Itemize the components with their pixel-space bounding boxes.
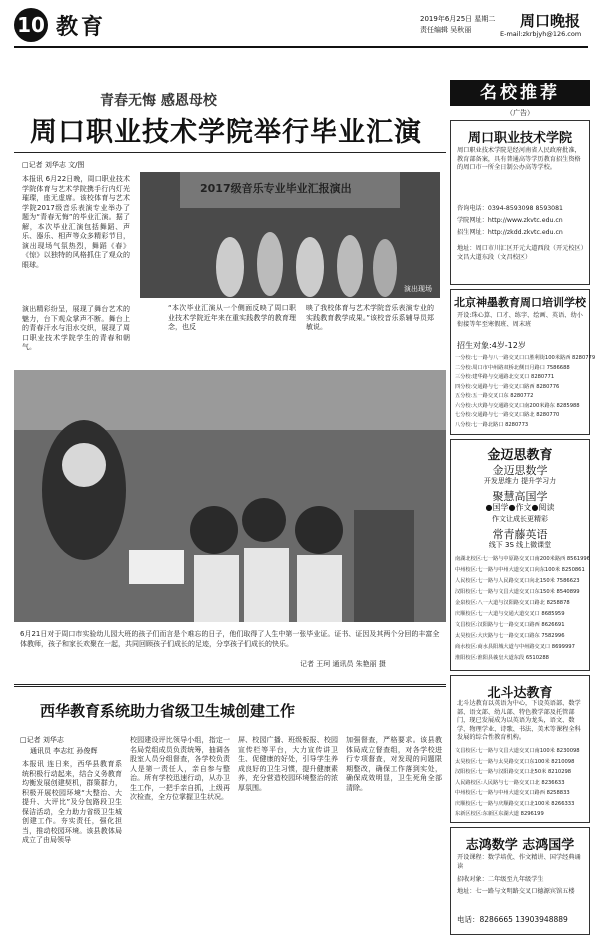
article1-byline: □记者 刘华志 文/图 (22, 161, 85, 169)
sidebar (450, 52, 596, 924)
article2-col1: 本报讯 连日来，西华县教育系统积极行动起来，结合义务教育均衡发展创建契机，群策群力，积极开展校园环境“大整治、大提升、大评比”及分包路段卫生保洁活动，全力助力省级卫生城创建工作。夯实责任，强化担当，推动校园环境。该县教体局成立了由局领导 (22, 760, 122, 844)
branch-item: 东新区校区:东新区东湖大道 8296199 (455, 811, 544, 817)
article2-col3: 屏、校园广播、班级板报、校园宣传栏等平台，大力宣传讲卫生、促健康的好处，引导学生养成良好的卫生习惯，提升健康素养，充分营造校园环境整治的浓厚氛围。 (238, 736, 338, 792)
branch-item: 淮阳校区:淮阳县羲皇大道东段 6510288 (455, 655, 549, 661)
ad1-title: 周口职业技术学院 (467, 131, 572, 146)
branch-item: 文昌校区:七一路与文昌大道交叉口南100米 8230098 (455, 748, 580, 754)
article1-col2: “本次毕业汇演从一个侧面反映了周口职业技术学院近年来在重实践教学的教育理念，也反 (168, 304, 296, 331)
branch-item: 太昊校区:七一路与太昊路交叉口东100米 8210098 (455, 758, 575, 765)
article2-headline: 西华教育系统助力省级卫生城创建工作 (40, 702, 296, 720)
ad3-line6: 常青藤英语 (492, 528, 548, 541)
branch-item: 一分校:七一路与八一路交叉口口胜利街100米路西 8280779 (455, 355, 596, 361)
section-title: 教育 (56, 14, 107, 40)
branch-item: 人民路校区:人民路与七一路交叉口北 8236633 (455, 779, 565, 786)
branch-item: 汉阳校区:七一路与文昌大道交叉口东150米 8540899 (455, 589, 580, 595)
ad4-title: 北斗达教育 (487, 686, 553, 701)
ad3-line3: 聚慧高国学 (492, 490, 548, 503)
page-number: 10 (17, 13, 45, 37)
editors: 责任编辑 吴秋丽 (420, 26, 472, 34)
ad3-branch-list (455, 554, 590, 664)
ad4-body: 北斗达教育以英语为中心，下设英语部、数学部、语文部、幼儿部、特色教学部及托管部门，现已发展成为以英语为龙头，语文、数学、物理学业、诗歌、书法、美术等课程全科发展的综合性教育机构。 (457, 700, 581, 742)
ad5-phone: 电话：8286665 13903948889 (457, 915, 568, 924)
page-number-badge (14, 8, 48, 42)
ad2-ages: 招生对象:4岁-12岁 (457, 341, 526, 350)
article2-byline2: 通讯员 李志红 孙俊辉 (30, 747, 98, 755)
ad1-body: 周口职业技术学院是经河南省人民政府批准，教育部备案，具有普通高等学历教育招生资格的周口市一所全日制公办高等学校。 (457, 147, 581, 172)
photo2-caption: 6月21日对于周口市实验幼儿园大班的孩子们而言是个难忘的日子，他们取得了人生中第一张毕业证。证书、证因及其两个分回的丰富全体教师，孩子和家长欢聚在一起，共同回顾孩子们成长的足迹，分享孩子们成长的快乐。 (20, 630, 440, 648)
branch-item: 四分校:交通路与七一路交叉口路西 8280776 (455, 383, 560, 390)
stage-banner: 2017级音乐专业毕业汇报演出 (200, 182, 352, 195)
photo2-credit: 记者 王珂 通讯员 朱艳丽 摄 (300, 660, 386, 668)
ad1-phone: 咨询电话：0394-8593098 8593081 (457, 205, 563, 212)
paper-name: 周口晚报 (520, 12, 581, 30)
stage-photo (140, 172, 440, 298)
header-rule (14, 46, 588, 48)
ad2-body: 开设:珠心算、口才、练字、绘画、英语、幼小衔接等年至寒假班、周末班 (457, 312, 583, 328)
ad5-line3: 地址：七一路与文明路交叉口德源宾馆五楼 (457, 888, 575, 895)
sidebar-title: 名校推荐 (450, 80, 590, 106)
ad-shenmo (450, 289, 596, 435)
ad3-line1: 金迈思数学 (492, 464, 548, 477)
branch-item: 商水校区:商水县阳城大道与中州路交叉口 8699997 (455, 644, 575, 650)
ad3-title: 金迈思教育 (487, 448, 553, 463)
ad-zkvtc (450, 120, 590, 285)
ad3-line4: ●国学●作文●阅读 (485, 503, 555, 512)
branch-item: 汉阳校区:七一路与汉阳路交叉口北50米 8210298 (455, 769, 572, 775)
branch-item: 五分校:五一路交叉口东 8280772 (455, 393, 534, 399)
branch-item: 庆顺校区:七一大道与交通大道交叉口 8685959 (455, 611, 565, 617)
article1-col1b: 演出精彩纷呈，展现了舞台艺术的魅力，台下观众掌声不断。舞台上的青春汗水与泪水交织，展现了周口职业技术学院学生的青春和朝气。 (22, 305, 130, 351)
divider (14, 152, 446, 153)
article1-headline: 周口职业技术学院举行毕业汇演 (30, 117, 422, 148)
branch-item: 金泉校区:八一大道与汉阳路交叉口路北 8258878 (455, 600, 570, 606)
ad3-line2: 开发思维力 提升学习力 (483, 477, 557, 485)
ad-zhihong (450, 827, 590, 935)
branch-item: 文昌校区:汉阳路与七一路交叉口路西 8626691 (455, 622, 565, 628)
branch-item: 六分校:大庆路与交通路交叉口南200米路东 8285988 (455, 402, 580, 409)
branch-item: 中州校区:七一路与中州大道交叉口向东100米 8250861 (455, 567, 585, 573)
article1-col3: 映了我校体育与艺术学院音乐表演专业的实践教育教学成果。”该校音乐系辅导员郑敏说。 (306, 304, 434, 331)
branch-item: 南湖北校区:七一路与中原路交叉口南200米路西 8561996 (455, 556, 590, 562)
ad5-line1: 开设课程：数学培优、作文精讲、国学经典诵读 (457, 854, 581, 870)
branch-item: 七分校:交通路与七一路交叉口路北 8280770 (455, 412, 560, 418)
article2-byline1: □记者 刘华志 (20, 736, 64, 744)
kindergarten-photo-image (14, 370, 446, 622)
ad-jinmaisi (450, 439, 590, 671)
article1-kicker: 青春无悔 感恩母校 (100, 93, 217, 109)
photo-credit: 演出现场 (404, 285, 432, 293)
ad5-title: 志鸿数学 志鸿国学 (465, 838, 575, 853)
article2-col4: 加强督查，严格要求。该县教体局成立督查组，对各学校进行专项督查，对发现的问题限期整改，确保工作落到实处，确保成效明显，卫生死角全部清除。 (346, 736, 442, 792)
article1-col1: 本报讯 6月22日晚，周口职业技术学院体育与艺术学院携手行内灯光璀璨，座无虚席。该校体育与艺术学院2017级音乐表演专业举办了题为“青春无悔”的毕业汇演。据了解，本次毕业汇演包括舞蹈、声乐、器乐、相声等众多精彩节目，演出现场气氛热烈，舞蹈《春》《惊》以独特的风格抓住了观众的眼球。 (22, 175, 130, 269)
article2-col2: 校园建设评比领导小组，指定一名局党组成员负责统筹，抽调各股室人员分组督查，各学校负责人是第一责任人，亲自参与整治。所有学校迅速行动，从办卫生工作，一把手亲自抓，上级再次检查，全方位掌握卫生状况。 (130, 736, 230, 801)
kindergarten-photo (14, 370, 446, 622)
ad2-branch-list (455, 354, 596, 430)
branch-item: 三分校:建华路与交通路北交叉口 8280771 (455, 374, 555, 380)
date-line: 2019年6月25日 星期二 (420, 15, 496, 23)
branch-item: 庆顺校区:七一路与庆顺路交叉口北100米 8266333 (455, 800, 575, 807)
ad3-line7: 线下 3S 线上微课堂 (488, 541, 552, 549)
branch-item: 人民校区:七一路与人民路交叉口向北150米 7586623 (455, 578, 580, 584)
ad5-line2: 招收对象：二年级至九年级学生 (457, 876, 544, 883)
email: E-mail:zkrbjyh@126.com (500, 30, 582, 38)
ad-beidouda (450, 675, 590, 823)
branch-item: 二分校:周口市中州路双桥北侧日月路口 7586688 (455, 364, 570, 371)
ad-label: （广告） (506, 109, 534, 117)
section-divider (14, 684, 446, 687)
ad1-recruit: 招生网址：http://zkdd.zkvtc.edu.cn (457, 229, 563, 236)
branch-item: 太昊校区:大庆路与七一路交叉口路东 7582996 (455, 633, 565, 639)
branch-item: 中州校区:七一路与中州大道交叉口路西 8258833 (455, 790, 570, 796)
ad3-line5: 作文让成长更精彩 (492, 515, 548, 523)
ad1-website: 学院网址：http://www.zkvtc.edu.cn (457, 217, 563, 224)
ad4-branch-list (455, 746, 587, 820)
ad1-address: 地址：周口市川汇区开元大道西段（开元校区）文昌大道东段（文昌校区） (457, 245, 584, 261)
ad2-title: 北京神墨教育周口培训学校 (454, 296, 586, 309)
branch-item: 八分校:七一路北路口 8280773 (455, 421, 529, 428)
